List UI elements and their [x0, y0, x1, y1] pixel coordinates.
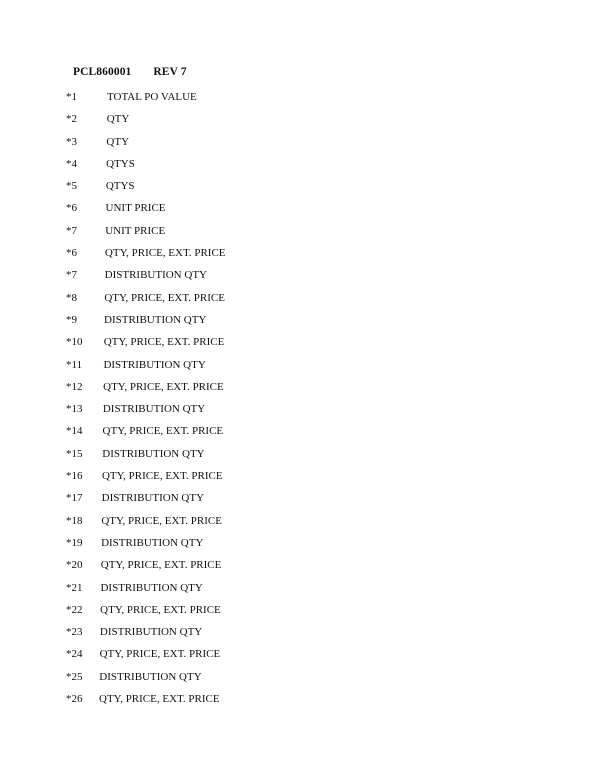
item-label: DISTRIBUTION QTY — [101, 536, 204, 549]
item-label: DISTRIBUTION QTY — [102, 447, 205, 460]
item-label: QTY, PRICE, EXT. PRICE — [103, 336, 225, 349]
revision-mark: *2 — [66, 113, 77, 126]
revision-mark: *3 — [66, 135, 77, 148]
revision-mark: *10 — [66, 336, 83, 349]
item-label: QTYS — [105, 180, 135, 193]
revision-mark: *13 — [66, 403, 83, 416]
item-label: DISTRIBUTION QTY — [101, 492, 205, 505]
item-label: QTY — [106, 113, 130, 126]
revision-mark: *7 — [66, 224, 77, 237]
revision-label: REV 7 — [153, 66, 187, 78]
revision-mark: *6 — [66, 202, 77, 215]
item-label: QTY, PRICE, EXT. PRICE — [104, 291, 225, 304]
revision-mark: *23 — [66, 626, 83, 639]
revision-mark: *9 — [66, 313, 77, 326]
revision-mark: *19 — [66, 536, 83, 549]
list-item — [66, 313, 326, 335]
item-label: QTY, PRICE, EXT. PRICE — [100, 559, 222, 572]
list-item — [66, 246, 326, 268]
list-item — [66, 647, 326, 669]
revision-mark: *25 — [66, 670, 83, 683]
list-item — [66, 536, 326, 558]
revision-mark: *18 — [66, 514, 83, 527]
revision-mark: *20 — [66, 559, 83, 572]
list-item — [66, 469, 326, 491]
item-label: DISTRIBUTION QTY — [99, 626, 203, 639]
list-item — [66, 380, 326, 402]
list-item — [66, 424, 326, 446]
item-label: UNIT PRICE — [105, 224, 166, 237]
list-item — [66, 335, 326, 357]
item-label: QTY, PRICE, EXT. PRICE — [104, 247, 226, 260]
revision-mark: *8 — [66, 291, 77, 304]
list-item — [66, 157, 326, 179]
item-label: DISTRIBUTION QTY — [104, 269, 207, 282]
list-item — [66, 224, 326, 246]
item-label: QTY, PRICE, EXT. PRICE — [101, 514, 222, 527]
item-label: DISTRIBUTION QTY — [104, 313, 207, 326]
list-item — [66, 447, 326, 469]
list-item — [66, 603, 326, 625]
item-label: TOTAL PO VALUE — [107, 91, 197, 103]
item-label: DISTRIBUTION QTY — [100, 581, 203, 594]
revision-mark: *15 — [66, 447, 83, 460]
revision-mark: *6 — [66, 247, 77, 260]
list-item — [66, 90, 326, 112]
list-item — [66, 558, 326, 580]
list-item — [66, 692, 326, 714]
item-label: QTY, PRICE, EXT. PRICE — [99, 693, 220, 706]
list-item — [66, 291, 326, 313]
item-label: QTY, PRICE, EXT. PRICE — [100, 603, 221, 616]
revision-mark: *12 — [66, 380, 83, 393]
list-item — [66, 514, 326, 536]
item-label: QTYS — [106, 157, 135, 170]
revision-mark-list — [66, 90, 326, 714]
revision-mark: *26 — [66, 693, 83, 706]
document-id: PCL860001 — [73, 66, 132, 78]
list-item — [66, 625, 326, 647]
document-header — [73, 66, 187, 78]
revision-mark: *22 — [66, 603, 83, 616]
revision-mark: *4 — [66, 157, 77, 170]
list-item — [66, 112, 326, 134]
revision-mark: *1 — [66, 91, 77, 103]
item-label: QTY, PRICE, EXT. PRICE — [99, 648, 221, 661]
revision-mark: *16 — [66, 470, 83, 483]
list-item — [66, 402, 326, 424]
item-label: DISTRIBUTION QTY — [102, 403, 206, 416]
revision-mark: *14 — [66, 425, 83, 438]
list-item — [66, 581, 326, 603]
list-item — [66, 358, 326, 380]
list-item — [66, 491, 326, 513]
item-label: QTY, PRICE, EXT. PRICE — [103, 380, 224, 393]
revision-mark: *24 — [66, 648, 83, 661]
revision-mark: *7 — [66, 269, 77, 282]
revision-mark: *11 — [66, 358, 83, 371]
item-label: DISTRIBUTION QTY — [103, 358, 206, 371]
item-label: DISTRIBUTION QTY — [99, 670, 202, 683]
revision-mark: *5 — [66, 180, 77, 193]
list-item — [66, 201, 326, 223]
list-item — [66, 670, 326, 692]
item-label: UNIT PRICE — [105, 202, 166, 215]
list-item — [66, 179, 326, 201]
list-item — [66, 135, 326, 157]
revision-mark: *17 — [66, 492, 83, 505]
revision-mark: *21 — [66, 581, 83, 594]
item-label: QTY, PRICE, EXT. PRICE — [102, 425, 224, 438]
list-item — [66, 268, 326, 290]
item-label: QTY, PRICE, EXT. PRICE — [101, 470, 223, 483]
item-label: QTY — [106, 135, 130, 148]
